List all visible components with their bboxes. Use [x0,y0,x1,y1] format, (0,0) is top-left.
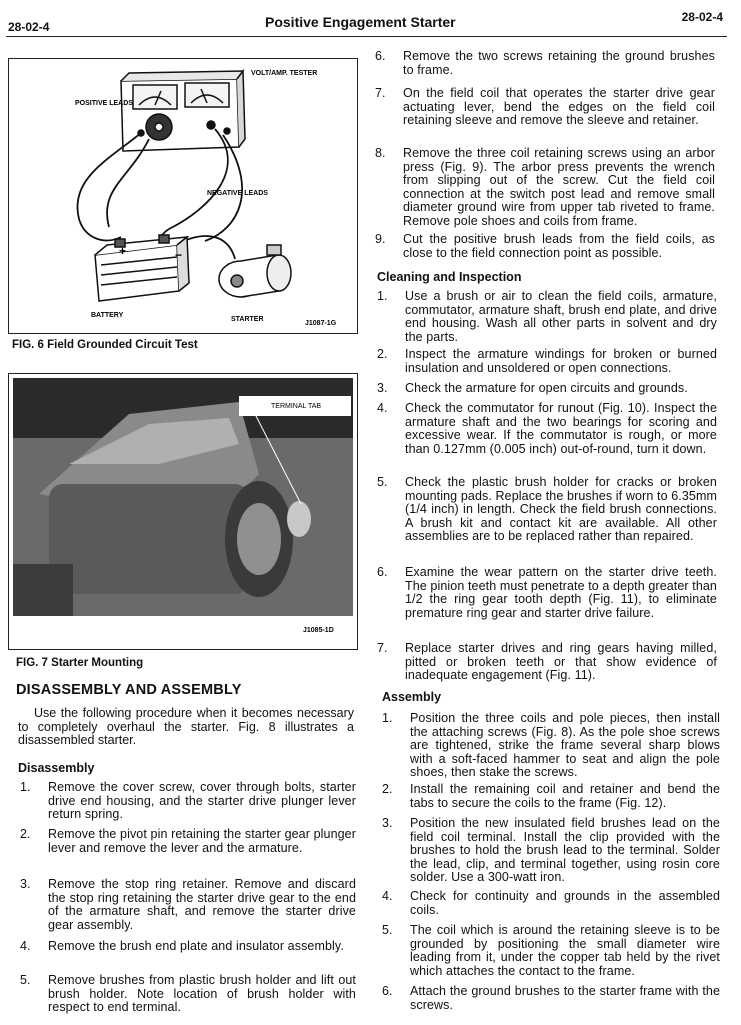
figure-7-photo [8,373,358,650]
list-item [382,712,720,780]
list-item-number: 3. [20,877,31,891]
list-item-number: 8. [375,146,386,160]
list-item-number: 4. [382,889,393,903]
list-item-number: 2. [20,827,31,841]
figure-7-caption: FIG. 7 Starter Mounting [16,657,144,669]
list-item-text: Position the three coils and pole pieces, then install the attaching screws (Fig. 8). As the pole shoe screws are tightened, strike the frame several sharp blows with a soft-faced hammer to seat and align the pole shoes, then stake the screws. [410,711,720,779]
list-item [375,147,715,228]
starter-label: STARTER [231,316,264,323]
list-item [377,382,717,396]
list-item-number: 3. [377,381,388,395]
list-item-text: Remove brushes from plastic brush holder and lift out brush holder. Note location of brush holder with respect to end terminal. [48,973,356,1014]
list-item-text: Inspect the armature windings for broken or burned insulation and unsoldered or open connections. [405,347,717,375]
list-item [375,50,715,77]
list-item-text: Check the plastic brush holder for cracks or broken mounting pads. Replace the brushes if worn to 6.35mm (1/4 inch) in length. Check the field brush connections. A brush kit and contact kit are available. All other assemblies are to be replaced rather than repaired. [405,475,717,543]
list-item [377,642,717,683]
intro-paragraph: Use the following procedure when it becomes necessary to completely overhaul the starter. Fig. 8 illustrates a disassembled starter. [18,706,354,747]
list-item-number: 5. [382,923,393,937]
list-item-text: Examine the wear pattern on the starter drive teeth. The pinion teeth must penetrate to a depth greater than 1/2 the ring gear tooth depth (Fig. 11), to eliminate premature ring gear and starter drive failure. [405,565,717,620]
page-number-right: 28-02-4 [681,10,723,24]
starter-mounting-photo [9,374,357,649]
list-item [382,783,720,810]
page-title: Positive Engagement Starter [265,14,456,30]
list-item-number: 9. [375,232,386,246]
list-item [20,828,356,855]
list-item-text: Remove the two screws retaining the ground brushes to frame. [403,49,715,77]
section-heading: DISASSEMBLY AND ASSEMBLY [16,682,242,698]
list-item [377,290,717,344]
figure-6-diagram [8,58,358,334]
list-item-number: 5. [20,973,31,987]
disassembly-heading: Disassembly [18,761,95,775]
list-item-text: Remove the brush end plate and insulator assembly. [48,939,344,953]
list-item-text: Replace starter drives and ring gears having milled, pitted or broken teeth or that show evidence of inadequate engagement (Fig. 11). [405,641,717,682]
list-item-number: 2. [377,347,388,361]
list-item-number: 4. [377,401,388,415]
list-item [377,566,717,620]
list-item [382,924,720,978]
list-item [377,348,717,375]
list-item-number: 4. [20,939,31,953]
list-item-text: Remove the cover screw, cover through bolts, starter drive end housing, and the starter drive plunger lever return spring. [48,780,356,821]
list-item-number: 3. [382,816,393,830]
list-item-number: 6. [375,49,386,63]
list-item [20,940,356,954]
page-number-left: 28-02-4 [8,20,50,34]
list-item-text: Remove the pivot pin retaining the starter gear plunger lever and remove the lever and the armature. [48,827,356,855]
list-item-number: 2. [382,782,393,796]
figure-6-caption: FIG. 6 Field Grounded Circuit Test [12,339,198,351]
list-item-text: Attach the ground brushes to the starter frame with the screws. [410,984,720,1012]
negative-leads-label: NEGATIVE LEADS [207,190,268,197]
list-item-text: Cut the positive brush leads from the field coils, as close to the field connection point as possible. [403,232,715,260]
figure-code: J1087-1G [305,320,337,327]
list-item [375,233,715,260]
positive-leads-label: POSITIVE LEADS [75,100,133,107]
list-item-text: Install the remaining coil and retainer and bend the tabs to secure the coils to the frame (Fig. 12). [410,782,720,810]
cleaning-heading: Cleaning and Inspection [377,270,522,284]
terminal-tab-label: TERMINAL TAB [271,403,322,410]
list-item-text: On the field coil that operates the starter drive gear actuating lever, bend the edges on the field coil retaining sleeve and remove the sleeve and retainer. [403,86,715,127]
assembly-heading: Assembly [382,690,442,704]
figure-code: J1085-1D [303,627,334,634]
list-item [20,781,356,822]
list-item [377,476,717,544]
list-item [382,985,720,1012]
minus-sign: − [175,248,183,262]
list-item-text: The coil which is around the retaining sleeve is to be grounded by positioning the small diameter wire leading from it, under the copper tab held by the rivet which attaches the contact to the frame. [410,923,720,978]
header-rule [6,36,727,37]
list-item-number: 1. [20,780,31,794]
list-item-number: 6. [377,565,388,579]
plus-sign: + [119,244,127,258]
list-item-number: 6. [382,984,393,998]
list-item [375,87,715,128]
list-item-text: Use a brush or air to clean the field coils, armature, commutator, armature shaft, brush end plate, and drive end housing. Wash all other parts in solvent and dry the parts. [405,289,717,344]
tester-label: VOLT/AMP. TESTER [251,70,318,77]
list-item [20,974,356,1015]
list-item-number: 7. [375,86,386,100]
list-item [377,402,717,456]
list-item-number: 5. [377,475,388,489]
list-item [382,890,720,917]
list-item-text: Check for continuity and grounds in the assembled coils. [410,889,720,917]
list-item-number: 7. [377,641,388,655]
list-item [382,817,720,885]
list-item-number: 1. [382,711,393,725]
list-item-text: Position the new insulated field brushes lead on the field coil terminal. Install the clip provided with the brushes to hold the brush lead to the terminal. Solder the lead, clip, and terminal together, using rosin core solder. Use a 300-watt iron. [410,816,720,884]
list-item-text: Remove the stop ring retainer. Remove and discard the stop ring retaining the starter drive gear to the end of the armature shaft, and remove the starter drive gear assembly. [48,877,356,932]
list-item-text: Check the armature for open circuits and grounds. [405,381,688,395]
list-item-number: 1. [377,289,388,303]
field-grounded-circuit-illustration [9,59,357,333]
battery-label: BATTERY [91,312,124,319]
list-item-text: Remove the three coil retaining screws using an arbor press (Fig. 9). The arbor press prevents the wrench from slipping out of the screw. Cut the field coil connection at the switch post lead and remove small diameter ground wire from upper tab riveted to frame. Remove pole shoes and coils from frame. [403,146,715,228]
list-item [20,878,356,932]
list-item-text: Check the commutator for runout (Fig. 10). Inspect the armature shaft and the two bearings for scoring and excessive wear. If the commutator is rough, or more than 0.127mm (0.005 inch) out-of-round, turn it down. [405,401,717,456]
